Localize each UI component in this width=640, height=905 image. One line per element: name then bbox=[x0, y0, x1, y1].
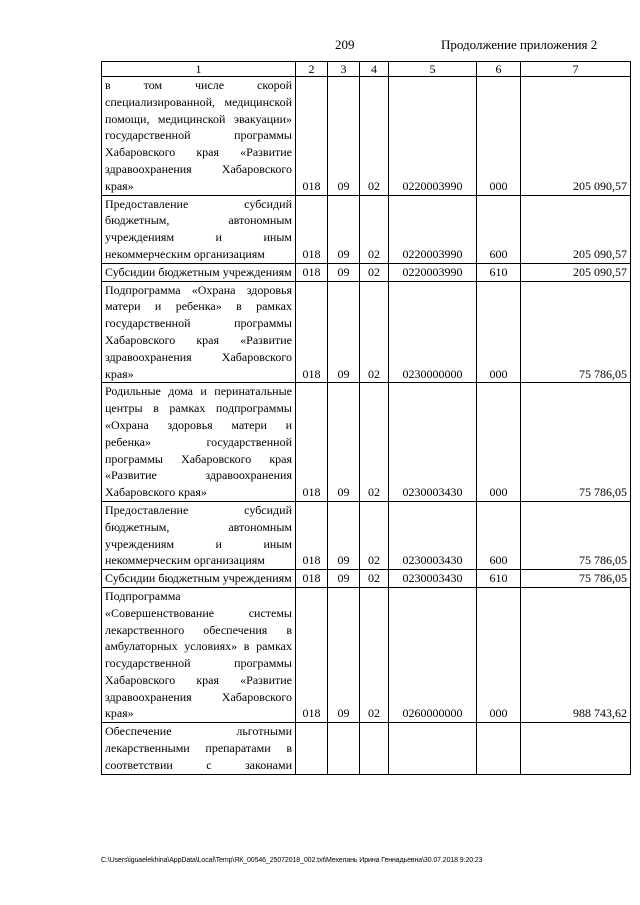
target-code: 0220003990 bbox=[389, 195, 477, 263]
expense-type-code: 600 bbox=[477, 195, 521, 263]
table-row bbox=[102, 263, 631, 281]
subsection-code: 02 bbox=[360, 570, 389, 588]
table-row bbox=[102, 587, 631, 722]
section-code: 09 bbox=[328, 501, 360, 569]
row-name: Родильные дома и перинатальные центры в рамках подпрограммы «Охрана здоровья матери и ребенка» государственной программы Хабаровского края «Развитие здравоохранения Хабаровского края» bbox=[102, 383, 296, 502]
ministry-code: 018 bbox=[296, 587, 328, 722]
row-name: Подпрограмма «Охрана здоровья матери и ребенка» в рамках государственной программы Хабаровского края «Развитие здравоохранения Хабаровского края» bbox=[102, 281, 296, 383]
amount: 75 786,05 bbox=[521, 281, 631, 383]
section-code: 09 bbox=[328, 281, 360, 383]
ministry-code: 018 bbox=[296, 77, 328, 196]
amount: 75 786,05 bbox=[521, 501, 631, 569]
amount: 205 090,57 bbox=[521, 195, 631, 263]
section-code bbox=[328, 723, 360, 774]
table-row bbox=[102, 570, 631, 588]
table-row bbox=[102, 723, 631, 774]
target-code: 0230000000 bbox=[389, 281, 477, 383]
subsection-code: 02 bbox=[360, 281, 389, 383]
section-code: 09 bbox=[328, 195, 360, 263]
subsection-code: 02 bbox=[360, 501, 389, 569]
column-number-row bbox=[102, 62, 631, 77]
column-number: 6 bbox=[477, 62, 521, 77]
expense-type-code: 000 bbox=[477, 281, 521, 383]
page-number: 209 bbox=[335, 37, 355, 52]
row-name: в том числе скорой специализированной, медицинской помощи, медицинской эвакуации» государственной программы Хабаровского края «Развитие здравоохранения Хабаровского края» bbox=[102, 77, 296, 196]
column-number: 2 bbox=[296, 62, 328, 77]
table-row bbox=[102, 77, 631, 196]
section-code: 09 bbox=[328, 383, 360, 502]
ministry-code: 018 bbox=[296, 281, 328, 383]
amount: 205 090,57 bbox=[521, 77, 631, 196]
subsection-code: 02 bbox=[360, 77, 389, 196]
budget-table bbox=[101, 61, 631, 775]
amount: 988 743,62 bbox=[521, 587, 631, 722]
section-code: 09 bbox=[328, 570, 360, 588]
table-row bbox=[102, 501, 631, 569]
expense-type-code: 600 bbox=[477, 501, 521, 569]
table-row bbox=[102, 281, 631, 383]
section-code: 09 bbox=[328, 77, 360, 196]
target-code: 0230003430 bbox=[389, 383, 477, 502]
expense-type-code: 000 bbox=[477, 383, 521, 502]
subsection-code: 02 bbox=[360, 195, 389, 263]
ministry-code: 018 bbox=[296, 195, 328, 263]
ministry-code bbox=[296, 723, 328, 774]
target-code: 0220003990 bbox=[389, 77, 477, 196]
expense-type-code: 610 bbox=[477, 570, 521, 588]
target-code: 0220003990 bbox=[389, 263, 477, 281]
amount bbox=[521, 723, 631, 774]
row-name: Субсидии бюджетным учреждениям bbox=[102, 263, 296, 281]
column-number: 1 bbox=[102, 62, 296, 77]
ministry-code: 018 bbox=[296, 263, 328, 281]
subsection-code bbox=[360, 723, 389, 774]
expense-type-code: 000 bbox=[477, 77, 521, 196]
section-code: 09 bbox=[328, 587, 360, 722]
row-name: Предоставление субсидий бюджетным, автономным учреждениям и иным некоммерческим организациям bbox=[102, 501, 296, 569]
file-path-footer: C:\Users\iguaelekhina\AppData\Local\Temp\ЯК_00546_25072018_002.txt\Мехелань Ирина Геннадьевна\30.07.2018 9:20:23 bbox=[101, 857, 483, 864]
row-name: Предоставление субсидий бюджетным, автономным учреждениям и иным некоммерческим организациям bbox=[102, 195, 296, 263]
subsection-code: 02 bbox=[360, 587, 389, 722]
ministry-code: 018 bbox=[296, 383, 328, 502]
ministry-code: 018 bbox=[296, 570, 328, 588]
row-name: Обеспечение льготными лекарственными препаратами в соответствии с законами bbox=[102, 723, 296, 774]
section-code: 09 bbox=[328, 263, 360, 281]
target-code bbox=[389, 723, 477, 774]
column-number: 4 bbox=[360, 62, 389, 77]
target-code: 0260000000 bbox=[389, 587, 477, 722]
column-number: 5 bbox=[389, 62, 477, 77]
target-code: 0230003430 bbox=[389, 501, 477, 569]
amount: 75 786,05 bbox=[521, 570, 631, 588]
continuation-note: Продолжение приложения 2 bbox=[441, 37, 598, 52]
expense-type-code bbox=[477, 723, 521, 774]
row-name: Подпрограмма «Совершенствование системы лекарственного обеспечения в амбулаторных условиях» в рамках государственной программы Хабаровского края «Развитие здравоохранения Хабаровского края» bbox=[102, 587, 296, 722]
ministry-code: 018 bbox=[296, 501, 328, 569]
table-row bbox=[102, 383, 631, 502]
amount: 205 090,57 bbox=[521, 263, 631, 281]
subsection-code: 02 bbox=[360, 263, 389, 281]
table-row bbox=[102, 195, 631, 263]
column-number: 3 bbox=[328, 62, 360, 77]
expense-type-code: 000 bbox=[477, 587, 521, 722]
expense-type-code: 610 bbox=[477, 263, 521, 281]
subsection-code: 02 bbox=[360, 383, 389, 502]
column-number: 7 bbox=[521, 62, 631, 77]
amount: 75 786,05 bbox=[521, 383, 631, 502]
row-name: Субсидии бюджетным учреждениям bbox=[102, 570, 296, 588]
target-code: 0230003430 bbox=[389, 570, 477, 588]
